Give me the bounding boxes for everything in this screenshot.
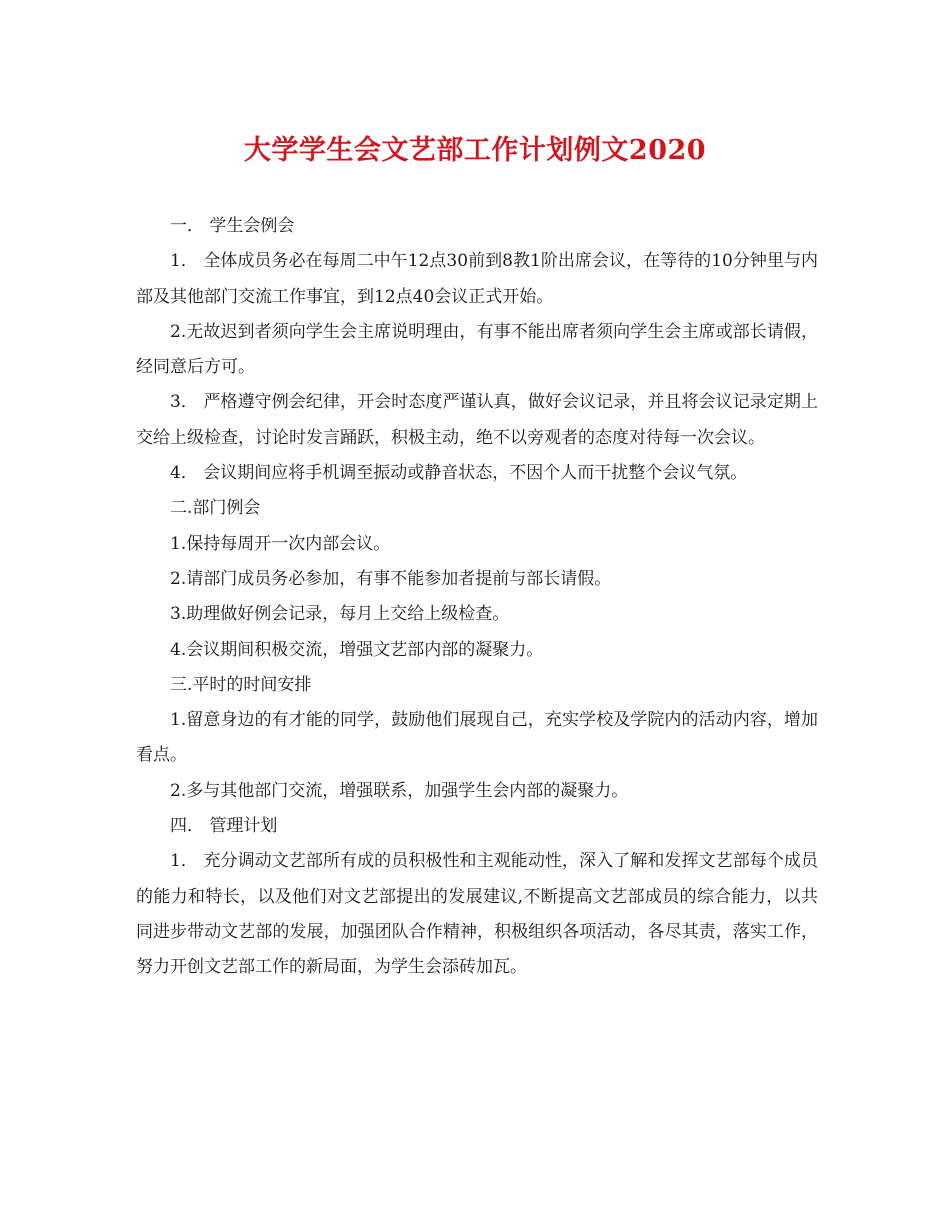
paragraph: 1.留意身边的有才能的同学，鼓励他们展现自己，充实学校及学院内的活动内容，增加看点。 [136, 710, 818, 766]
section-heading-student-union-meeting: 一． 学生会例会 [170, 216, 295, 236]
paragraph: 3． 严格遵守例会纪律，开会时态度严谨认真，做好会议记录，并且将会议记录定期上交给上级检查，讨论时发言踊跃，积极主动，绝不以旁观者的态度对待每一次会议。 [136, 392, 818, 448]
paragraph: 2.多与其他部门交流，增强联系，加强学生会内部的凝聚力。 [170, 780, 629, 801]
paragraph: 2.无故迟到者须向学生会主席说明理由，有事不能出席者须向学生会主席或部长请假，经同意后方可。 [136, 321, 818, 378]
paragraph: 1． 全体成员务必在每周二中午12点30前到8教1阶出席会议，在等待的10分钟里与内部及其他部门交流工作事宜，到12点40会议正式开始。 [136, 251, 818, 307]
document-title: 大学学生会文艺部工作计划例文2020 [243, 135, 707, 166]
paragraph: 1． 充分调动文艺部所有成的员积极性和主观能动性，深入了解和发挥文艺部每个成员的能力和特长，以及他们对文艺部提出的发展建议,不断提高文艺部成员的综合能力，以共同进步带动文艺部的发展，加强团队合作精神，积极组织各项活动，各尽其责，落实工作，努力开创文艺部工作的新局面，为学生会添砖加瓦。 [136, 851, 818, 978]
document-body [136, 209, 818, 986]
paragraph: 2.请部门成员务必参加，有事不能参加者提前与部长请假。 [170, 568, 612, 589]
paragraph: 4． 会议期间应将手机调至振动或静音状态，不因个人而干扰整个会议气氛。 [170, 463, 748, 484]
paragraph: 3.助理做好例会记录，每月上交给上级检查。 [170, 604, 510, 625]
paragraph: 4.会议期间积极交流，增强文艺部内部的凝聚力。 [170, 639, 544, 660]
section-heading-department-meeting: 二.部门例会 [170, 498, 261, 519]
section-heading-time-arrangement: 三.平时的时间安排 [170, 674, 312, 695]
paragraph: 1.保持每周开一次内部会议。 [170, 533, 391, 554]
section-heading-management-plan: 四． 管理计划 [170, 816, 278, 837]
